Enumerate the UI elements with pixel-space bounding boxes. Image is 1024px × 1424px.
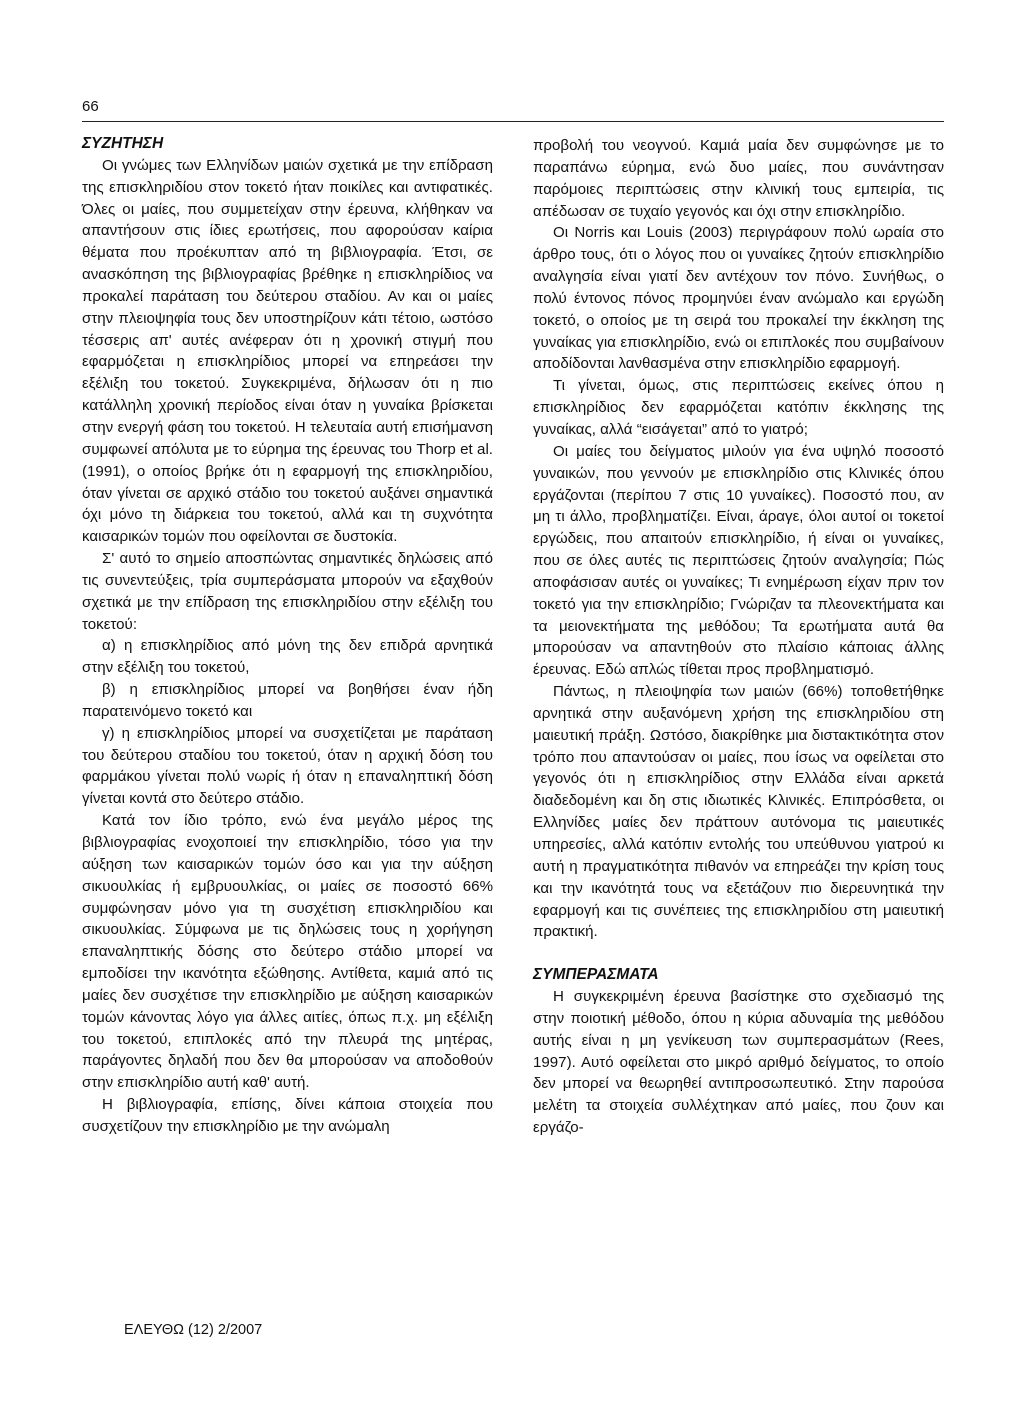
discussion-paragraph-8: Πάντως, η πλειοψηφία των μαιών (66%) τοποθετήθηκε αρνητικά στην αυξανόμενη χρήση της επισκληριδίου στη μαιευτική πράξη. Ωστόσο, διακρίθηκε μια διστακτικότητα στον τρόπο που απαντούσαν οι μαίες, που ίσως να οφείλεται στο γεγονός ότι η επισκληρίδιος στην Ελλάδα είναι αρκετά διαδεδομένη και δη στις ιδιωτικές Κλινικές. Επιπρόσθετα, οι Ελληνίδες μαίες δεν πράττουν αυτόνομα τις μαιευτικές υπηρεσίες, αλλά κατόπιν εντολής του υπεύθυνου γιατρού κι αυτή η πραγματικότητα πιθανόν να επηρεάζει την κρίση τους και την ικανότητά τους να εξετάζουν πιο διερευνητικά την εφαρμογή και τις συνέπειες της επισκληριδίου στη μαιευτική πρακτική. xyxy=(533,683,944,941)
continued-paragraph: προβολή του νεογνού. Καμιά μαία δεν συμφώνησε με το παραπάνω εύρημα, ενώ δυο μαίες, που συνάντησαν παρόμοιες περιπτώσεις στην κλινική τους εμπειρία, τις απέδωσαν σε τυχαίο γεγονός και όχι στην επισκληρίδιο. xyxy=(533,137,944,220)
conclusions-paragraph-1: Η συγκεκριμένη έρευνα βασίστηκε στο σχεδιασμό της στην ποιοτική μέθοδο, όπου η κύρια αδυναμία της μεθόδου αυτής είναι η μη γενίκευση των συμπερασμάτων (Rees, 1997). Αυτό οφείλεται στο μικρό αριθμό δείγματος, το οποίο δεν μπορεί να θεωρηθεί αντιπροσωπευτικό. Στην παρούσα μελέτη τα στοιχεία συλλέχτηκαν από μαίες, που ζουν και εργάζο- xyxy=(533,988,944,1137)
discussion-heading: ΣΥΖΗΤΗΣΗ xyxy=(82,135,164,152)
right-column xyxy=(533,135,944,1139)
conclusions-heading: ΣΥΜΠΕΡΑΣΜΑΤΑ xyxy=(533,966,659,984)
page-number: 66 xyxy=(82,98,99,115)
discussion-paragraph-5: Οι Norris και Louis (2003) περιγράφουν πολύ ωραία στο άρθρο τους, ότι ο λόγος που οι γυναίκες ζητούν επισκληρίδιο αναλγησία είναι γιατί δεν αντέχουν τον πόνο. Συνήθως, ο πολύ έντονος πόνος προμηνύει έναν ανώμαλο και εργώδη τοκετό, ο οποίος με τη σειρά του προκαλεί την έκκληση της γυναίκας για επισκληρίδιο, ενώ οι επιπλοκές που συμβαίνουν αποδίδονται λανθασμένα στην επισκληρίδιο εφαρμογή. xyxy=(533,224,944,373)
discussion-paragraph-4: Η βιβλιογραφία, επίσης, δίνει κάποια στοιχεία που συσχετίζουν την επισκληρίδιο με την ανώμαλη xyxy=(82,1096,493,1135)
conclusion-item-a: α) η επισκληρίδιος από μόνη της δεν επιδρά αρνητικά στην εξέλιξη του τοκετού, xyxy=(82,637,493,677)
discussion-paragraph-1: Οι γνώμες των Ελληνίδων μαιών σχετικά με την επίδραση της επισκληριδίου στον τοκετό ήταν ποικίλες και αντιφατικές. Όλες οι μαίες, που συμμετείχαν στην έρευνα, κλήθηκαν να απαντήσουν στις ίδιες ερωτήσεις, που αφορούσαν καίρια θέματα που προέκυπταν από τη βιβλιογραφία. Έτσι, σε ανασκόπηση της βιβλιογραφίας βρέθηκε η επισκληρίδιος να προκαλεί παράταση του δεύτερου σταδίου. Αν και οι μαίες στην πλειοψηφία τους δεν υποστηρίζουν κάτι τέτοιο, ωστόσο τέσσερις απ' αυτές ανέφεραν ότι η χρονική στιγμή που εφαρμόζεται η επισκληρίδιος μπορεί να επηρεάσει την εξέλιξη του τοκετού. Συγκεκριμένα, δήλωσαν ότι η πιο κατάλληλη χρονική περίοδος είναι όταν η γυναίκα βρίσκεται στην ενεργή φάση του τοκετού. Η τελευταία αυτή επισήμανση συμφωνεί απόλυτα με το εύρημα της έρευνας του Thorp et al. (1991), ο οποίος βρήκε ότι η εφαρμογή της επισκληριδίου, όταν γίνεται σε αρχικό στάδιο του τοκετού αυξάνει σημαντικά όχι μόνο τη διάρκεια του τοκετού, αλλά και τη συχνότητα καισαρικών τομών που οφείλονται σε δυστοκία. xyxy=(82,156,493,546)
journal-footer: ΕΛΕΥΘΩ (12) 2/2007 xyxy=(124,1322,263,1338)
discussion-paragraph-2: Σ' αυτό το σημείο αποσπώντας σημαντικές δηλώσεις από τις συνεντεύξεις, τρία συμπεράσματα μπορούν να εξαχθούν σχετικά με την επίδραση της επισκληριδίου στην εξέλιξη του τοκετού: xyxy=(82,550,493,633)
discussion-paragraph-3: Κατά τον ίδιο τρόπο, ενώ ένα μεγάλο μέρος της βιβλιογραφίας ενοχοποιεί την επισκληρίδιο, τόσο για την αύξηση των καισαρικών τομών όσο και για την αύξηση σικυουλκίας ή εμβρυουλκίας, οι μαίες σε ποσοστό 66% συμφώνησαν μόνο για τη συσχέτιση επισκληριδίου και σικυουλκίας. Σύμφωνα με τις δηλώσεις τους η χορήγηση επαναληπτικής δόσης στο δεύτερο στάδιο μπορεί να εμποδίσει την ικανότητα εξώθησης. Αντίθετα, καμιά από τις μαίες δεν συσχέτισε την επισκληρίδιο με αύξηση καισαρικών τομών κάνοντας λόγο για άλλες αιτίες, όπως π.χ. μη εξέλιξη του τοκετού, επιπλοκές από την πλευρά της μητέρας, παράγοντες δηλαδή που δεν θα μπορούσαν να αποδοθούν στην επισκληρίδιο αυτή καθ' αυτή. xyxy=(82,812,493,1092)
discussion-paragraph-7: Οι μαίες του δείγματος μιλούν για ένα υψηλό ποσοστό γυναικών, που γεννούν με επισκληρίδιο στις Κλινικές όπου εργάζονται (περίπου 7 στις 10 γυναίκες). Ποσοστό που, αν μη τι άλλο, προβληματίζει. Είναι, άραγε, όλοι αυτοί οι τοκετοί εργώδεις, που απαιτούν επισκληρίδιο, ή είναι οι γυναίκες, που σε όλες αυτές τις περιπτώσεις ζητούν αναλγησία; Πώς αποφάσισαν αυτές οι γυναίκες; Τι ενημέρωση είχαν πριν τον τοκετό για την επισκληρίδιο; Γνώριζαν τα πλεονεκτήματα και τα μειονεκτήματα της μεθόδου; Τα ερωτήματα αυτά θα μπορούσαν να απαντηθούν στο πλαίσιο κάποιας άλλης έρευνας. Εδώ απλώς τίθεται προς προβληματισμό. xyxy=(533,442,944,679)
conclusion-item-c: γ) η επισκληρίδιος μπορεί να συσχετίζεται με παράταση του δεύτερου σταδίου του τοκετού, όταν η αρχική δόση του φαρμάκου γίνεται πολύ νωρίς ή όταν η επαναληπτική δόση γίνεται κοντά στο δεύτερο στάδιο. xyxy=(82,724,493,808)
left-column xyxy=(82,133,493,1138)
discussion-paragraph-6: Τι γίνεται, όμως, στις περιπτώσεις εκείνες όπου η επισκληρίδιος δεν εφαρμόζεται κατόπιν έκκλησης της γυναίκας, αλλά “εισάγεται” από το γιατρό; xyxy=(533,377,944,438)
header-rule xyxy=(82,121,944,122)
conclusion-item-b: β) η επισκληρίδιος μπορεί να βοηθήσει έναν ήδη παρατεινόμενο τοκετό και xyxy=(82,681,493,720)
